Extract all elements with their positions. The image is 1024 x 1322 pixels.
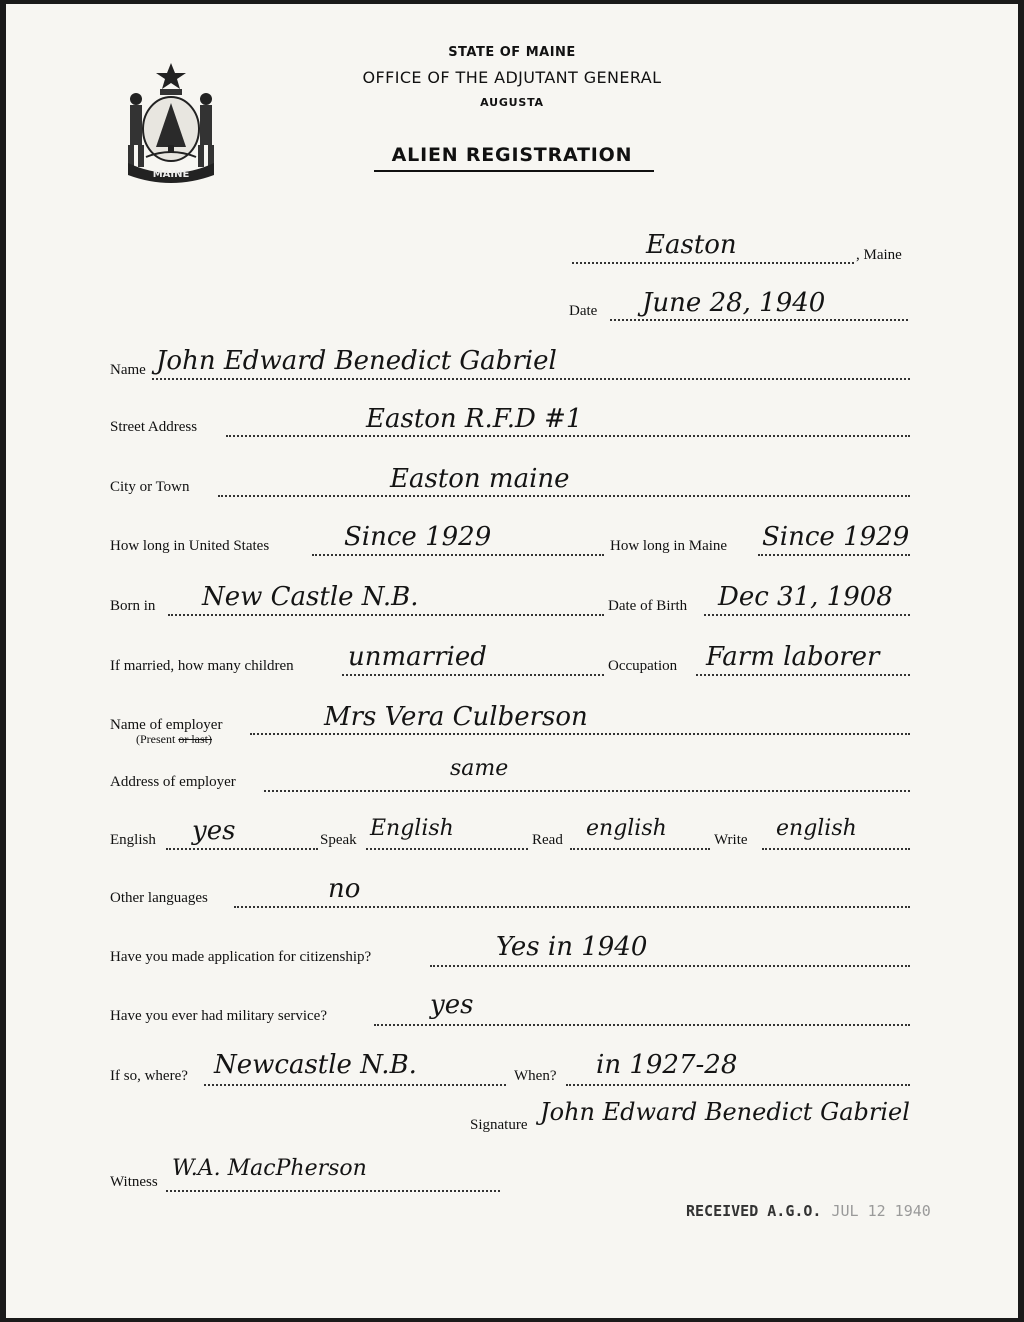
- form-title: ALIEN REGISTRATION: [391, 144, 633, 166]
- witness-label: Witness: [110, 1174, 158, 1190]
- read-line: [570, 848, 710, 850]
- employer-address-value: same: [450, 756, 509, 781]
- how-long-maine-line: [758, 554, 910, 556]
- street-line: [226, 435, 910, 437]
- children-value: unmarried: [348, 642, 487, 672]
- write-value: english: [776, 816, 857, 841]
- place-line: [572, 262, 854, 264]
- military-line: [374, 1024, 910, 1026]
- english-line: [166, 848, 318, 850]
- employer-label: Name of employer: [110, 717, 223, 733]
- place-value: Easton: [646, 230, 737, 260]
- title-underline: [374, 170, 654, 172]
- how-long-maine-value: Since 1929: [762, 522, 910, 552]
- place-label: , Maine: [856, 247, 902, 263]
- witness-line: [166, 1190, 500, 1192]
- date-value: June 28, 1940: [642, 288, 826, 318]
- where-value: Newcastle N.B.: [214, 1050, 417, 1080]
- employer-sub-label: (Present or last): [136, 732, 212, 746]
- read-value: english: [586, 816, 667, 841]
- occupation-label: Occupation: [608, 658, 678, 674]
- seal-banner-text: MAINE: [152, 169, 190, 180]
- citizenship-line: [430, 965, 910, 967]
- employer-address-line: [264, 790, 910, 792]
- when-label: When?: [514, 1068, 557, 1084]
- name-line: [152, 378, 910, 380]
- other-languages-value: no: [328, 874, 361, 904]
- signature-value: John Edward Benedict Gabriel: [540, 1098, 910, 1126]
- employer-line: [250, 733, 910, 735]
- children-line: [342, 674, 604, 676]
- city-label: City or Town: [110, 479, 190, 495]
- header-city: AUGUSTA: [480, 96, 544, 109]
- street-label: Street Address: [110, 419, 198, 435]
- born-in-line: [168, 614, 604, 616]
- date-label: Date: [569, 303, 598, 319]
- header-office: OFFICE OF THE ADJUTANT GENERAL: [362, 68, 662, 87]
- speak-line: [366, 848, 528, 850]
- english-label: English: [110, 832, 156, 848]
- how-long-us-value: Since 1929: [344, 522, 492, 552]
- city-value: Easton maine: [390, 464, 570, 494]
- dob-label: Date of Birth: [608, 598, 688, 614]
- english-value: yes: [192, 816, 236, 846]
- military-label: Have you ever had military service?: [110, 1008, 327, 1024]
- read-label: Read: [532, 832, 563, 848]
- employer-value: Mrs Vera Culberson: [324, 702, 588, 732]
- speak-value: English: [370, 816, 454, 841]
- children-label: If married, how many children: [110, 658, 294, 674]
- other-languages-line: [234, 906, 910, 908]
- signature-label: Signature: [470, 1117, 528, 1133]
- occupation-value: Farm laborer: [706, 642, 880, 672]
- born-in-label: Born in: [110, 598, 156, 614]
- date-line: [610, 319, 908, 321]
- name-label: Name: [110, 362, 146, 378]
- street-value: Easton R.F.D #1: [366, 404, 583, 434]
- occupation-line: [696, 674, 910, 676]
- name-value: John Edward Benedict Gabriel: [156, 346, 557, 376]
- how-long-maine-label: How long in Maine: [610, 538, 728, 554]
- how-long-us-label: How long in United States: [110, 538, 270, 554]
- witness-value: W.A. MacPherson: [172, 1156, 367, 1181]
- write-line: [762, 848, 910, 850]
- where-label: If so, where?: [110, 1068, 188, 1084]
- citizenship-label: Have you made application for citizenship?: [110, 949, 372, 965]
- how-long-us-line: [312, 554, 604, 556]
- speak-label: Speak: [320, 832, 357, 848]
- when-value: in 1927-28: [596, 1050, 738, 1080]
- write-label: Write: [714, 832, 748, 848]
- dob-value: Dec 31, 1908: [718, 582, 893, 612]
- born-in-value: New Castle N.B.: [202, 582, 419, 612]
- header-state: STATE OF MAINE: [448, 45, 576, 60]
- citizenship-value: Yes in 1940: [496, 932, 648, 962]
- employer-address-label: Address of employer: [110, 774, 236, 790]
- military-value: yes: [430, 990, 474, 1020]
- when-line: [566, 1084, 910, 1086]
- city-line: [218, 495, 910, 497]
- dob-line: [704, 614, 910, 616]
- received-stamp: RECEIVED A.G.O. JUL 12 1940: [686, 1202, 931, 1220]
- registration-form: [6, 4, 1018, 1318]
- where-line: [204, 1084, 506, 1086]
- other-languages-label: Other languages: [110, 890, 208, 906]
